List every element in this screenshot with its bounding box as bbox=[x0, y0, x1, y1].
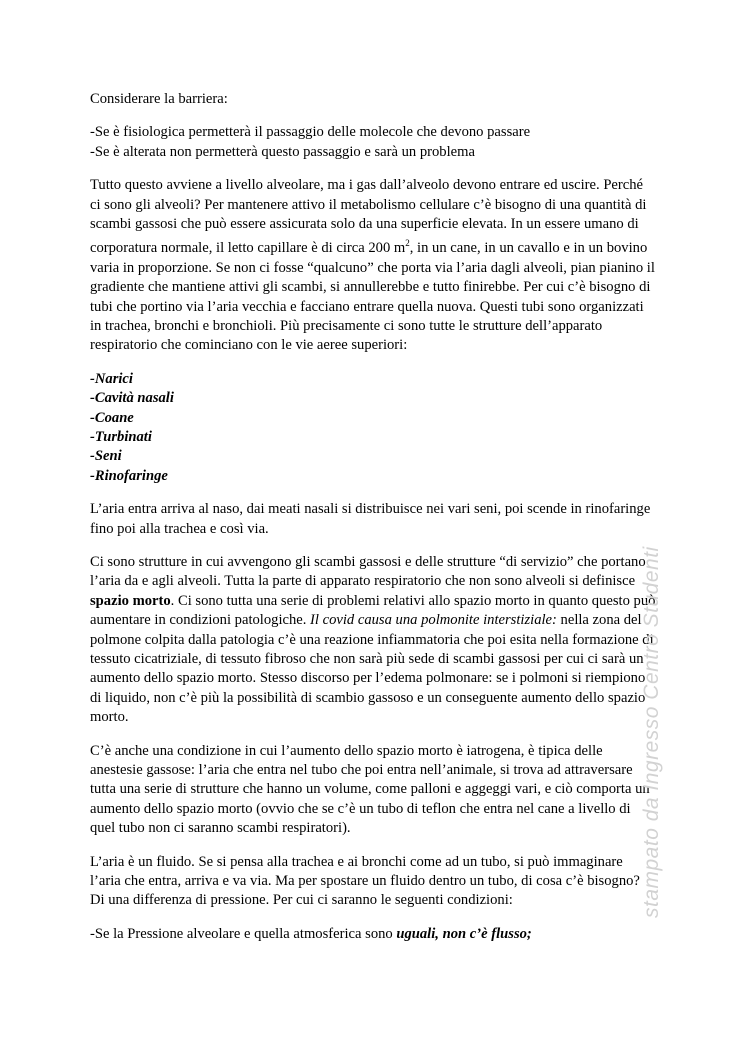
paragraph-alveoli-text-b: , in un cane, in un cavallo e in un bovino varia in proporzione. Se non ci fosse “qualcuno” che porta via l’aria dagli alveoli, pian pianino il gradiente che mantiene attivi gli scambi, si annullerebbe e tutto finirebbe. Per cui c’è bisogno di tubi che portino via l’aria vecchia e facciano entrare quella nuova. Questi tubi sono organizzati in trachea, bronchi e bronchioli. Più precisamente ci sono tutte le strutture dell’apparato respiratorio che cominciano con le vie aeree superiori: bbox=[90, 240, 655, 354]
barrier-item-altered: -Se è alterata non permetterà questo passaggio e sarà un problema bbox=[90, 143, 475, 160]
paragraph-pressure-condition bbox=[90, 925, 656, 944]
paragraph-alveoli bbox=[90, 176, 656, 356]
document-page bbox=[90, 90, 656, 944]
list-item: -Coane bbox=[90, 409, 134, 426]
intro-line: Considerare la barriera: bbox=[90, 91, 228, 107]
list-item: -Narici bbox=[90, 370, 133, 387]
paragraph-fluid: L’aria è un fluido. Se si pensa alla trachea e ai bronchi come ad un tubo, si può immaginare l’aria che entra, arriva e va via. Ma per spostare un fluido dentro un tubo, di cosa c’è bisogno? Di una differenza di pressione. Per cui ci saranno le seguenti condizioni: bbox=[90, 853, 640, 909]
paragraph-dead-space-text-c: nella zona del polmone colpita dalla patologia c’è una reazione infiammatoria che poi esita nella formazione di tessuto cicatriziale, di tessuto fibroso che non sarà più sede di scambi gassosi per cui ci sarà un aumento dello spazio morto. Stesso discorso per l’edema polmonare: se i polmoni si riempiono di liquido, non c’è più la possibilità di scambio gassoso e un conseguente aumento dello spazio morto. bbox=[90, 612, 654, 726]
paragraph-dead-space-text-b: . Ci sono tutta una serie di problemi relativi allo spazio morto in quanto questo può aumentare in condizioni patologiche. bbox=[90, 592, 656, 629]
paragraph-air-path: L’aria entra arriva al naso, dai meati nasali si distribuisce nei vari seni, poi scende in rinofaringe fino poi alla trachea e così via. bbox=[90, 501, 651, 537]
watermark: stampato da Ingresso Centro Studenti bbox=[640, 546, 663, 918]
airways-list bbox=[90, 370, 656, 486]
list-item: -Turbinati bbox=[90, 428, 152, 445]
paragraph-alveoli-text-a: Tutto questo avviene a livello alveolare, ma i gas dall’alveolo devono entrare ed uscire. Perché ci sono gli alveoli? Per mantenere attivo il metabolismo cellulare c’è bisogno di una quantità di scambi gassosi che può essere assicurata solo da una superficie elevata. In un essere umano di corporatura normale, il letto capillare è di circa 200 m bbox=[90, 177, 647, 257]
covid-note: Il covid causa una polmonite interstiziale: bbox=[310, 612, 557, 629]
paragraph-dead-space-text-a: Ci sono strutture in cui avvengono gli scambi gassosi e delle strutture “di servizio” che portano l’aria da e agli alveoli. Tutta la parte di apparato respiratorio che non sono alveoli si definisce bbox=[90, 553, 646, 590]
barrier-item-physiological: -Se è fisiologica permetterà il passaggio delle molecole che devono passare bbox=[90, 124, 531, 141]
paragraph-dead-space bbox=[90, 553, 656, 728]
list-item: -Seni bbox=[90, 448, 122, 465]
no-flow-emphasis: uguali, non c’è flusso; bbox=[396, 925, 532, 942]
paragraph-iatrogenic: C’è anche una condizione in cui l’aumento dello spazio morto è iatrogena, è tipica delle anestesie gassose: l’aria che entra nel tubo che poi entra nell’animale, si trova ad attraversare tutta una serie di strutture che hanno un volume, come palloni e aggeggi vari, e ciò comporta un aumento dello spazio morto (ovvio che se c’è un tubo di teflon che entra nel cane a livello di quel tubo non ci saranno scambi respiratori). bbox=[90, 742, 650, 837]
list-item: -Cavità nasali bbox=[90, 390, 174, 407]
dead-space-term: spazio morto bbox=[90, 592, 171, 609]
superscript-2: 2 bbox=[405, 238, 410, 249]
pressure-condition-text: -Se la Pressione alveolare e quella atmosferica sono bbox=[90, 925, 397, 942]
list-item: -Rinofaringe bbox=[90, 467, 168, 484]
